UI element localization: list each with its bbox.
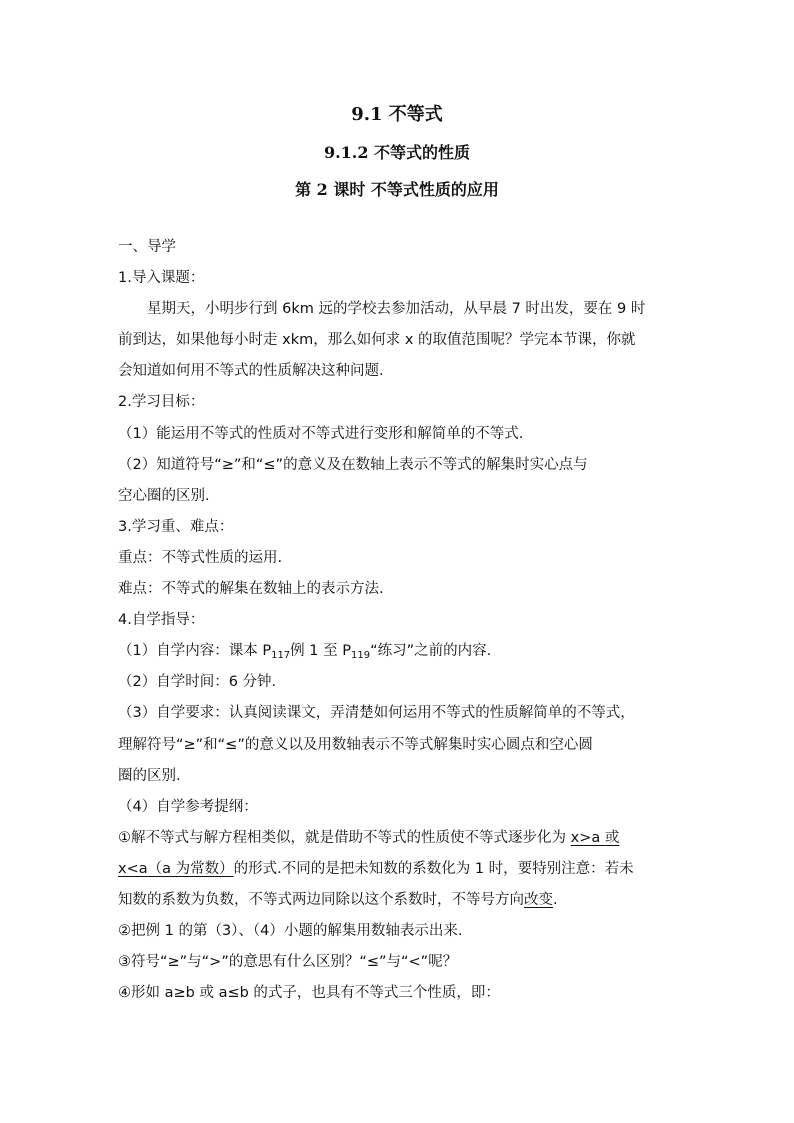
intro-paragraph-line: 前到达，如果他每小时走 xkm，那么如何求 x 的取值范围呢？学完本节课，你就 — [118, 332, 636, 349]
underlined-answer: x>a 或 — [570, 829, 620, 846]
section-title: 9.1.2 不等式的性质 — [323, 143, 471, 162]
self-study-requirement: 圈的区别. — [118, 767, 181, 784]
text-segment: ①解不等式与解方程相类似，就是借助不等式的性质使不等式逐步化为 — [118, 829, 571, 846]
text-segment: （1）自学内容：课本 P — [118, 643, 272, 660]
self-study-time: （2）自学时间：6 分钟. — [118, 674, 277, 691]
goal-item-continued: 空心圈的区别. — [118, 487, 210, 504]
page-number: 117 — [271, 650, 291, 662]
difficult-point: 难点：不等式的解集在数轴上的表示方法. — [118, 581, 384, 598]
text-segment: “练习”之前的内容. — [370, 643, 492, 660]
text-segment: 知数的系数为负数，不等式两边同除以这个系数时，不等号方向 — [118, 891, 524, 908]
text-segment: 例 1 至 P — [290, 643, 351, 660]
outline-item-4: ④形如 a≥b 或 a≤b 的式子，也具有不等式三个性质，即： — [118, 985, 500, 1002]
outline-item-3: ③符号“≥”与“>”的意思有什么区别？“≤”与“<”呢？ — [118, 954, 458, 971]
self-study-content — [118, 636, 678, 667]
text-segment: 的形式.不同的是把未知数的系数化为 1 时，要特别注意：若未 — [233, 860, 634, 877]
page-number: 119 — [350, 650, 371, 662]
underlined-answer: 改变 — [524, 891, 553, 908]
intro-paragraph-line: 会知道如何用不等式的性质解决这种问题. — [118, 363, 384, 380]
lesson-title: 第 2 课时 不等式性质的应用 — [295, 180, 499, 199]
outline-item-2: ②把例 1 的第（3）、（4）小题的解集用数轴表示出来. — [118, 923, 463, 940]
goal-item: （2）知道符号“≥”和“≤”的意义及在数轴上表示不等式的解集时实心点与 — [118, 456, 588, 473]
outline-item-1 — [118, 885, 678, 916]
self-study-requirement: （3）自学要求：认真阅读课文，弄清楚如何运用不等式的性质解简单的不等式， — [118, 705, 635, 722]
text-segment: . — [553, 891, 558, 908]
key-points-heading: 3.学习重、难点： — [118, 518, 234, 535]
guide-heading: 一、导学 — [118, 239, 176, 255]
key-point: 重点：不等式性质的运用. — [118, 549, 283, 566]
document-body — [118, 232, 678, 1009]
intro-paragraph-line: 星期天，小明步行到 6km 远的学校去参加活动，从早晨 7 时出发，要在 9 时 — [147, 301, 646, 318]
goals-heading: 2.学习目标： — [118, 394, 205, 411]
outline-item-1 — [118, 854, 678, 885]
outline-item-1 — [118, 823, 678, 854]
goal-item: （1）能运用不等式的性质对不等式进行变形和解简单的不等式. — [118, 425, 524, 442]
self-study-requirement: 理解符号“≥”和“≤”的意义以及用数轴表示不等式解集时实心圆点和空心圆 — [118, 736, 593, 753]
chapter-title: 9.1 不等式 — [351, 104, 443, 125]
underlined-answer: x<a（a 为常数） — [118, 860, 234, 877]
intro-heading: 1.导入课题： — [118, 270, 205, 287]
outline-heading: （4）自学参考提纲： — [118, 798, 258, 815]
self-study-heading: 4.自学指导： — [118, 612, 205, 629]
